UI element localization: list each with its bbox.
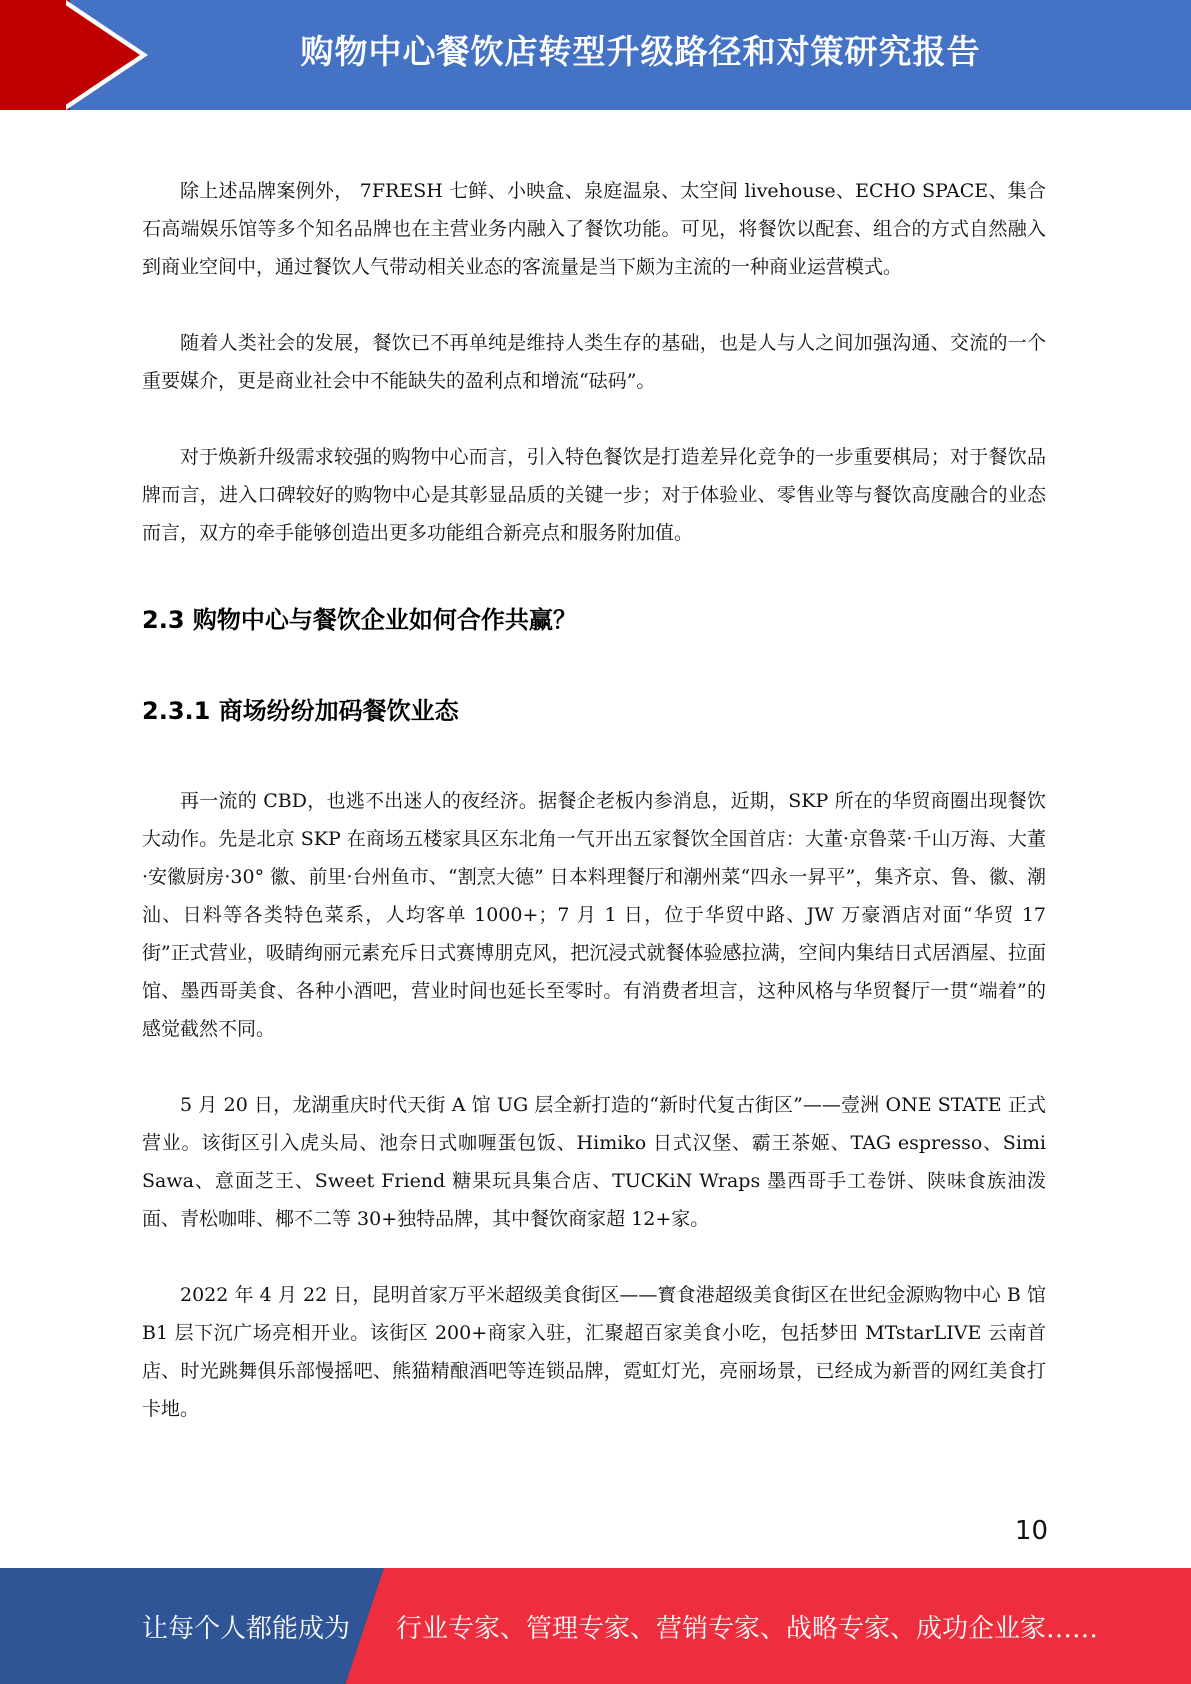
- page-number: 10: [1014, 1516, 1048, 1546]
- header-red-arrow: [58, 0, 140, 110]
- paragraph-6: 2022 年 4 月 22 日，昆明首家万平米超级美食街区——寳食港超级美食街区在世纪金源购物中心 B 馆 B1 层下沉广场亮相开业。该街区 200+商家入驻，汇聚超百家美食小吃，包括梦田 MTstarLIVE 云南首店、时光跳舞俱乐部慢摇吧、熊猫精酿酒吧等连锁品牌，霓虹灯光，亮丽场景，已经成为新晋的网红美食打卡地。: [142, 1284, 1046, 1420]
- report-title: 购物中心餐饮店转型升级路径和对策研究报告: [300, 32, 981, 71]
- main-content: [142, 172, 1046, 1466]
- paragraph-1: 除上述品牌案例外， 7FRESH 七鲜、小映盒、泉庭温泉、太空间 livehouse、ECHO SPACE、集合石高端娱乐馆等多个知名品牌也在主营业务内融入了餐饮功能。可见，将餐饮以配套、组合的方式自然融入到商业空间中，通过餐饮人气带动相关业态的客流量是当下颇为主流的一种商业运营模式。: [142, 180, 1046, 278]
- footer-slogan-left: 让每个人都能成为: [142, 1614, 351, 1644]
- footer-slogan-right: 行业专家、管理专家、营销专家、战略专家、成功企业家……: [396, 1614, 1099, 1644]
- section-heading-2-3-1: 2.3.1 商场纷纷加码餐饮业态: [142, 697, 459, 725]
- page-header: [0, 0, 1191, 110]
- section-heading-2-3: 2.3 购物中心与餐饮企业如何合作共赢？: [142, 606, 577, 634]
- paragraph-2: 随着人类社会的发展，餐饮已不再单纯是维持人类生存的基础，也是人与人之间加强沟通、交流的一个重要媒介，更是商业社会中不能缺失的盈利点和增流“砝码”。: [142, 332, 1046, 392]
- paragraph-5: 5 月 20 日，龙湖重庆时代天街 A 馆 UG 层全新打造的“新时代复古街区”——壹洲 ONE STATE 正式营业。该街区引入虎头局、池奈日式咖喱蛋包饭、Himiko 日式汉堡、霸王茶姬、TAG espresso、Simi Sawa、意面芝王、Sweet Friend 糖果玩具集合店、TUCKiN Wraps 墨西哥手工卷饼、陕味食族油泼面、青松咖啡、椰不二等 30+独特品牌，其中餐饮商家超 12+家。: [142, 1094, 1046, 1230]
- page-footer: [0, 1568, 1191, 1684]
- paragraph-4: 再一流的 CBD，也逃不出迷人的夜经济。据餐企老板内参消息，近期，SKP 所在的华贸商圈出现餐饮大动作。先是北京 SKP 在商场五楼家具区东北角一气开出五家餐饮全国首店：大董·京鲁菜·千山万海、大董·安徽厨房·30° 徽、前里·台州鱼市、“割烹大德” 日本料理餐厅和潮州菜“四永一昇平”，集齐京、鲁、徽、潮汕、日料等各类特色菜系，人均客单 1000+；7 月 1 日，位于华贸中路、JW 万豪酒店对面“华贸 17 街”正式营业，吸睛绚丽元素充斥日式赛博朋克风，把沉浸式就餐体验感拉满，空间内集结日式居酒屋、拉面馆、墨西哥美食、各种小酒吧，营业时间也延长至零时。有消费者坦言，这种风格与华贸餐厅一贯“端着”的感觉截然不同。: [142, 790, 1046, 1040]
- paragraph-3: 对于焕新升级需求较强的购物中心而言，引入特色餐饮是打造差异化竞争的一步重要棋局；对于餐饮品牌而言，进入口碑较好的购物中心是其彰显品质的关键一步；对于体验业、零售业等与餐饮高度融合的业态而言，双方的牵手能够创造出更多功能组合新亮点和服务附加值。: [142, 446, 1046, 544]
